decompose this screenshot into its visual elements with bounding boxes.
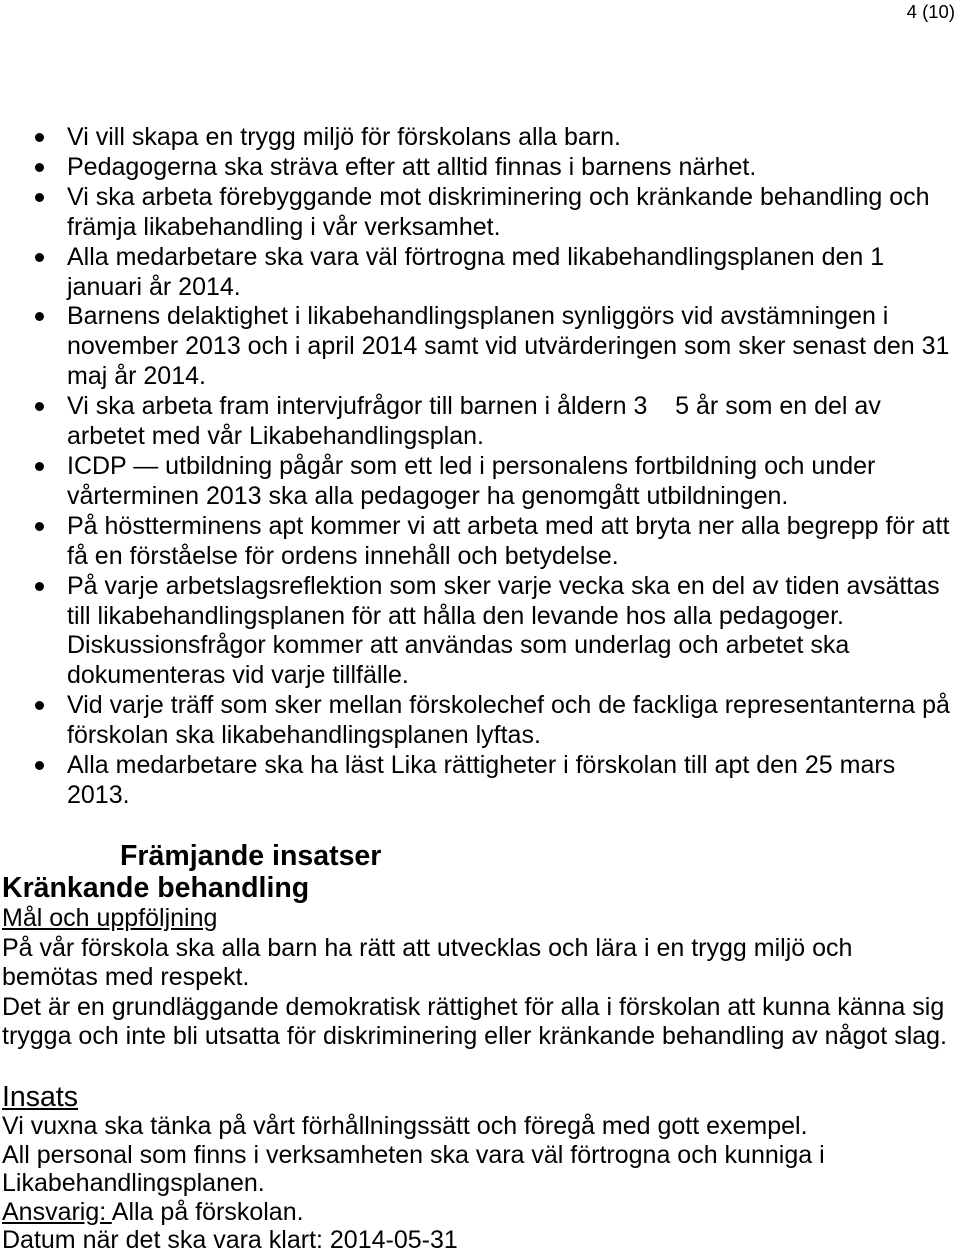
list-item-text: Vi vill skapa en trygg miljö för förskolans alla barn.: [67, 123, 621, 151]
goals-paragraph: Det är en grundläggande demokratisk rättighet för alla i förskolan att kunna känna sig trygga och inte bli utsatta för diskriminering eller kränkande behandling av något slag.: [2, 992, 947, 1050]
action-heading: Insats: [2, 1081, 79, 1113]
list-item: [0, 691, 960, 751]
list-item-text: ICDP — utbildning pågår som ett led i personalens fortbildning och under vårterminen 2013 ska alla pedagoger ha genomgått utbildningen.: [67, 451, 876, 510]
bullet-icon: [35, 133, 44, 142]
bullet-icon: [35, 701, 44, 710]
list-item: [0, 572, 960, 692]
list-item: [0, 302, 960, 392]
responsible-line: [2, 1198, 960, 1227]
list-item-text: Pedagogerna ska sträva efter att alltid finnas i barnens närhet.: [67, 152, 757, 181]
list-item: [0, 153, 960, 183]
bullet-icon: [35, 163, 44, 172]
bullet-icon: [35, 582, 44, 591]
responsible-label: Ansvarig:: [2, 1197, 112, 1226]
bullet-icon: [35, 402, 44, 411]
promotion-section: [2, 840, 960, 1255]
list-item-text: Vi ska arbeta fram intervjufrågor till barnen i åldern 3 5 år som en del av arbetet med vår Likabehandlingsplan.: [67, 392, 881, 451]
bullet-icon: [35, 462, 44, 471]
goals-paragraph: På vår förskola ska alla barn ha rätt att utvecklas och lära i en trygg miljö och bemötas med respekt.: [2, 933, 853, 991]
list-item-text: På varje arbetslagsreflektion som sker varje vecka ska en del av tiden avsättas till likabehandlingsplanen för att hålla den levande hos alla pedagoger. Diskussionsfrågor kommer att användas som underlag och arbetet ska dokumenteras vid varje tillfälle.: [67, 571, 940, 690]
deadline-line: Datum när det ska vara klart: 2014-05-31: [2, 1226, 458, 1254]
list-item-text: Vid varje träff som sker mellan förskolechef och de fackliga representanterna på förskolan ska likabehandlingsplanen lyftas.: [67, 691, 950, 750]
bullet-icon: [35, 253, 44, 262]
list-item: [0, 123, 960, 153]
goals-heading: Mål och uppföljning: [2, 904, 218, 932]
responsible-value: Alla på förskolan.: [111, 1197, 304, 1226]
list-item: [0, 243, 960, 303]
bullet-icon: [35, 193, 44, 202]
goals-list: [0, 123, 960, 811]
list-item: [0, 512, 960, 572]
section-title: Främjande insatser: [120, 840, 382, 872]
bullet-icon: [35, 522, 44, 531]
bullet-icon: [35, 761, 44, 770]
bullet-icon: [35, 312, 44, 321]
list-item-text: Alla medarbetare ska vara väl förtrogna med likabehandlingsplanen den 1 januari år 2014.: [67, 242, 885, 301]
action-paragraph: Vi vuxna ska tänka på vårt förhållningssätt och föregå med gott exempel.: [2, 1112, 808, 1140]
list-item: [0, 183, 960, 243]
list-item: [0, 452, 960, 512]
list-item: [0, 751, 960, 811]
list-item-text: Vi ska arbeta förebyggande mot diskriminering och kränkande behandling och främja likabehandling i vår verksamhet.: [67, 182, 930, 241]
section-subtitle: Kränkande behandling: [2, 872, 310, 904]
action-paragraph: All personal som finns i verksamheten ska vara väl förtrogna och kunniga i Likabehandlingsplanen.: [2, 1140, 825, 1197]
list-item: [0, 392, 960, 452]
list-item-text: Alla medarbetare ska ha läst Lika rättigheter i förskolan till apt den 25 mars 2013.: [67, 751, 896, 809]
page-number: 4 (10): [906, 1, 955, 22]
list-item-text: Barnens delaktighet i likabehandlingsplanen synliggörs vid avstämningen i november 2013 och i april 2014 samt vid utvärderingen som sker senast den 31 maj år 2014.: [67, 302, 950, 391]
list-item-text: På höstterminens apt kommer vi att arbeta med att bryta ner alla begrepp för att få en förståelse för ordens innehåll och betydelse.: [67, 511, 950, 570]
